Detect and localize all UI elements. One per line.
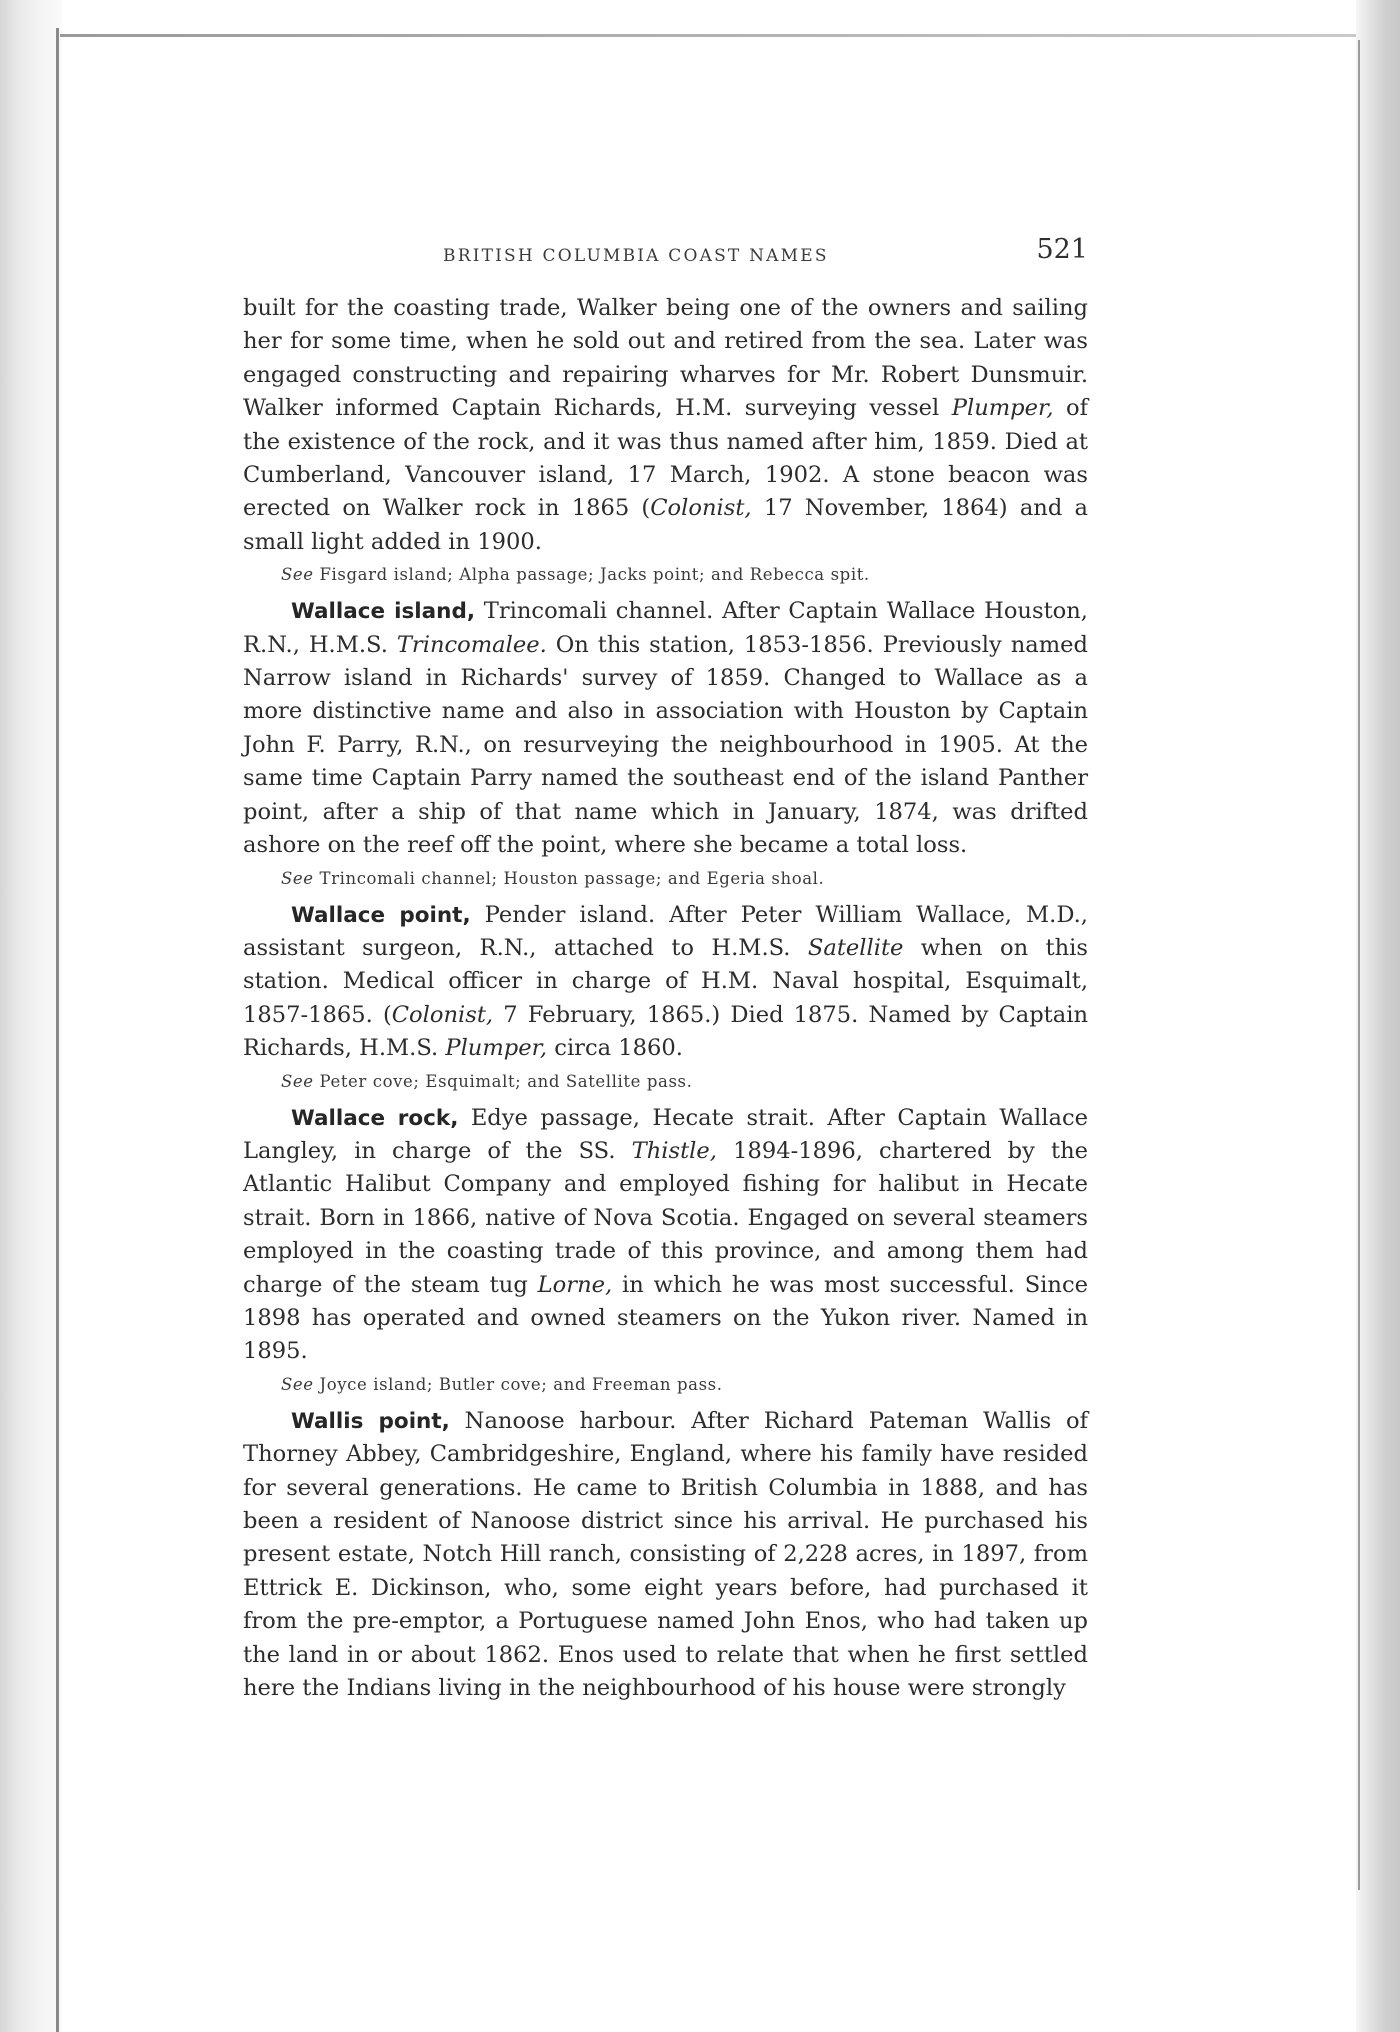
entry-text: circa 1860. bbox=[547, 1035, 683, 1062]
entry-heading: Wallace point, bbox=[291, 902, 471, 928]
see-label: See bbox=[281, 1374, 314, 1394]
see-also-wallace-point bbox=[281, 1068, 1088, 1096]
book-edge-shadow-right bbox=[1356, 0, 1400, 2032]
entry-text: On this station, 1853-1856. Previously named Narrow island in Richards' survey of 1859. Changed to Wallace as a more distinctive name and also in association with Houston by Captain John F. Parry, R.N., on resurveying the neighbourhood in 1905. At the same time Captain Parry named the southeast end of the island Panther point, after a ship of that name which in January, 1874, was drifted ashore on the reef off the point, where she became a total loss. bbox=[243, 631, 1088, 859]
page-edge-line-right bbox=[1358, 40, 1360, 1890]
see-also-walker-rock bbox=[281, 561, 1088, 589]
see-also-text: Fisgard island; Alpha passage; Jacks point; and Rebecca spit. bbox=[319, 565, 870, 585]
entry-text: of the existence of the rock, and it was thus named after him, 1859. Died at Cumberland, Vancouver island, 17 March, 1902. A stone beacon was erected on Walker rock in 1865 ( bbox=[243, 395, 1088, 522]
see-label: See bbox=[281, 1071, 314, 1091]
see-also-text: Joyce island; Butler cove; and Freeman pass. bbox=[319, 1374, 723, 1394]
page-edge-line-top bbox=[60, 34, 1356, 37]
citation-source: Colonist, bbox=[650, 495, 752, 522]
ship-name: Thistle, bbox=[631, 1137, 717, 1164]
entry-heading: Wallace island, bbox=[291, 599, 476, 625]
entry-text: 1894-1896, chartered by the Atlantic Halibut Company and employed fishing for halibut in Hecate strait. Born in 1866, native of Nova Scotia. Engaged on several steamers employed in the coasting trade of this province, and among them had charge of the steam tug bbox=[243, 1137, 1088, 1298]
entry-wallace-island bbox=[243, 595, 1088, 862]
ship-name: Lorne, bbox=[537, 1271, 613, 1298]
entry-walker-rock-continued bbox=[243, 292, 1088, 559]
ship-name: Trincomalee. bbox=[396, 631, 547, 658]
citation-source: Colonist, bbox=[391, 1001, 494, 1028]
see-label: See bbox=[281, 565, 314, 585]
entry-heading: Wallis point, bbox=[291, 1408, 450, 1434]
book-gutter-shadow bbox=[0, 0, 62, 2032]
ship-name: Satellite bbox=[807, 934, 904, 961]
entry-text: built for the coasting trade, Walker being one of the owners and sailing her for some time, when he sold out and retired from the sea. Later was engaged constructing and repairing wharves for Mr. Robert Dunsmuir. Walker informed Captain Richards, H.M. surveying vessel bbox=[243, 295, 1088, 422]
see-also-text: Peter cove; Esquimalt; and Satellite pass. bbox=[319, 1071, 693, 1091]
book-page bbox=[243, 234, 1088, 1705]
ship-name: Plumper, bbox=[951, 395, 1054, 422]
running-title: BRITISH COLUMBIA COAST NAMES bbox=[443, 246, 829, 266]
see-also-wallace-rock bbox=[281, 1371, 1088, 1399]
see-label: See bbox=[281, 868, 314, 888]
entry-text: in which he was most successful. Since 1898 has operated and owned steamers on the Yukon river. Named in 1895. bbox=[243, 1271, 1088, 1365]
running-header bbox=[243, 234, 1088, 278]
entry-text: 17 November, 1864) and a small light added in 1900. bbox=[243, 495, 1088, 555]
entry-text: when on this station. Medical officer in charge of H.M. Naval hospital, Esquimalt, 1857-1865. ( bbox=[243, 934, 1088, 1028]
entry-wallis-point bbox=[243, 1405, 1088, 1706]
entry-text: 7 February, 1865.) Died 1875. Named by Captain Richards, H.M.S. bbox=[243, 1001, 1089, 1062]
page-number: 521 bbox=[1036, 234, 1088, 265]
entry-text: Nanoose harbour. After Richard Pateman Wallis of Thorney Abbey, Cambridgeshire, England, where his family have resided for several generations. He came to British Columbia in 1888, and has been a resident of Nanoose district since his arrival. He purchased his present estate, Notch Hill ranch, consisting of 2,228 acres, in 1897, from Ettrick E. Dickinson, who, some eight years before, had purchased it from the pre-emptor, a Portuguese named John Enos, who had taken up the land in or about 1862. Enos used to relate that when he first settled here the Indians living in the neighbourhood of his house were strongly bbox=[243, 1407, 1088, 1702]
entry-wallace-point bbox=[243, 899, 1088, 1066]
ship-name: Plumper, bbox=[445, 1035, 548, 1062]
entry-text: Edye passage, Hecate strait. After Captain Wallace Langley, in charge of the SS. bbox=[243, 1104, 1089, 1164]
entry-text: Pender island. After Peter William Wallace, M.D., assistant surgeon, R.N., attached to H.M.S. bbox=[243, 901, 1088, 961]
entry-text: Trincomali channel. After Captain Wallace Houston, R.N., H.M.S. bbox=[243, 598, 1088, 658]
entry-wallace-rock bbox=[243, 1102, 1088, 1369]
see-also-wallace-island bbox=[281, 865, 1088, 893]
page-edge-line-left bbox=[56, 28, 59, 2032]
entry-heading: Wallace rock, bbox=[291, 1105, 459, 1131]
see-also-text: Trincomali channel; Houston passage; and Egeria shoal. bbox=[319, 868, 825, 888]
